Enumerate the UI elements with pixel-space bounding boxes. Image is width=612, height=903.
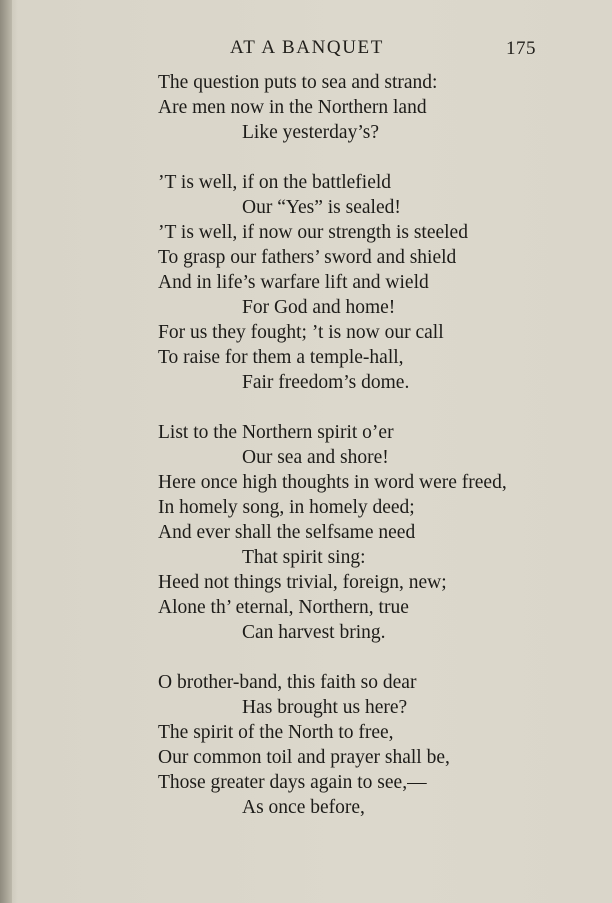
- poem-line: Our common toil and prayer shall be,: [158, 747, 450, 768]
- poem-line-indented: For God and home!: [242, 297, 396, 318]
- stanza: [158, 170, 598, 395]
- page-number: 175: [506, 38, 536, 59]
- poem-line: Alone th’ eternal, Northern, true: [158, 597, 409, 618]
- stanza: [158, 670, 598, 820]
- poem-line: For us they fought; ’t is now our call: [158, 322, 444, 343]
- poem-line-indented: Our “Yes” is sealed!: [242, 197, 401, 218]
- poem-line: Here once high thoughts in word were freed,: [158, 472, 507, 493]
- poem-line: To raise for them a temple-hall,: [158, 347, 404, 368]
- poem-line: ’T is well, if now our strength is steeled: [158, 222, 468, 243]
- poem-line: Those greater days again to see,—: [158, 772, 427, 793]
- poem-line-indented: Like yesterday’s?: [242, 122, 379, 143]
- poem-body: [158, 70, 598, 820]
- poem-line-indented: That spirit sing:: [242, 547, 366, 568]
- poem-line: In homely song, in homely deed;: [158, 497, 415, 518]
- poem-line: The question puts to sea and strand:: [158, 72, 438, 93]
- running-head-title: AT A BANQUET: [230, 37, 384, 58]
- poem-line: ’T is well, if on the battlefield: [158, 172, 392, 193]
- poem-line: Heed not things trivial, foreign, new;: [158, 572, 447, 593]
- poem-line-indented: Has brought us here?: [242, 697, 408, 718]
- poem-line-indented: Fair freedom’s dome.: [242, 372, 410, 393]
- poem-line: And ever shall the selfsame need: [158, 522, 416, 543]
- page-gutter-shadow: [0, 0, 12, 903]
- poem-line: Are men now in the Northern land: [158, 97, 427, 118]
- poem-line-indented: As once before,: [242, 797, 365, 818]
- stanza: [158, 70, 598, 145]
- stanza: [158, 420, 598, 645]
- poem-line: To grasp our fathers’ sword and shield: [158, 247, 457, 268]
- running-head: [0, 37, 612, 61]
- poem-line-indented: Can harvest bring.: [242, 622, 386, 643]
- poem-line: List to the Northern spirit o’er: [158, 422, 394, 443]
- poem-line: O brother-band, this faith so dear: [158, 672, 417, 693]
- poem-line-indented: Our sea and shore!: [242, 447, 389, 468]
- poem-line: The spirit of the North to free,: [158, 722, 394, 743]
- poem-line: And in life’s warfare lift and wield: [158, 272, 429, 293]
